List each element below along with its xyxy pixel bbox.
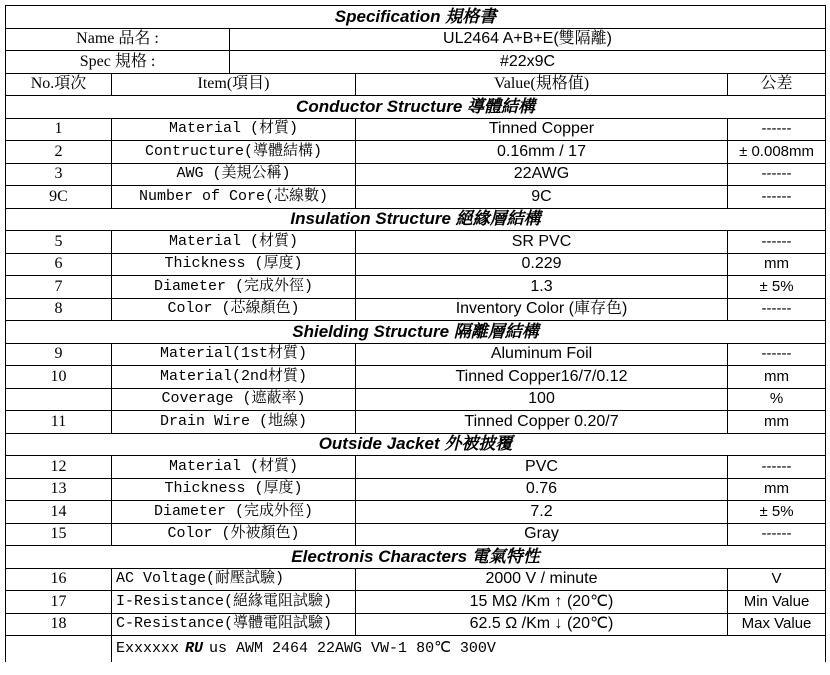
row-value: 9C xyxy=(356,186,728,209)
row-number: 18 xyxy=(6,613,112,636)
table-row xyxy=(6,388,826,411)
table-row xyxy=(6,613,826,636)
row-item: Thickness (厚度) xyxy=(112,253,356,276)
table-row xyxy=(6,141,826,164)
row-number: 2 xyxy=(6,141,112,164)
row-tolerance: mm xyxy=(728,366,826,389)
row-tolerance: ------ xyxy=(728,231,826,254)
row-value: SR PVC xyxy=(356,231,728,254)
spec-row xyxy=(6,51,826,74)
row-item: Diameter (完成外徑) xyxy=(112,501,356,524)
column-header-row xyxy=(6,73,826,96)
section-header-row xyxy=(6,96,826,119)
column-header-item: Item(項目) xyxy=(112,73,356,96)
row-value: 15 MΩ /Km ↑ (20℃) xyxy=(356,591,728,614)
row-item: Contructure(導體結構) xyxy=(112,141,356,164)
section-title: Insulation Structure 絕緣層結構 xyxy=(6,208,826,231)
row-number: 12 xyxy=(6,456,112,479)
row-value: 1.3 xyxy=(356,276,728,299)
row-value: Gray xyxy=(356,523,728,546)
row-number: 10 xyxy=(6,366,112,389)
section-header-row xyxy=(6,546,826,569)
row-tolerance: ------ xyxy=(728,523,826,546)
name-label: Name 品名 : xyxy=(6,28,230,51)
row-tolerance: % xyxy=(728,388,826,411)
row-item: Diameter (完成外徑) xyxy=(112,276,356,299)
spec-table-body xyxy=(6,6,826,663)
row-item: Thickness (厚度) xyxy=(112,478,356,501)
row-tolerance: mm xyxy=(728,478,826,501)
row-tolerance: ------ xyxy=(728,298,826,321)
section-title: Shielding Structure 隔離層結構 xyxy=(6,321,826,344)
row-tolerance: ± 5% xyxy=(728,501,826,524)
section-title: Outside Jacket 外被披覆 xyxy=(6,433,826,456)
row-value: 62.5 Ω /Km ↓ (20℃) xyxy=(356,613,728,636)
row-tolerance: ± 0.008mm xyxy=(728,141,826,164)
row-tolerance: ------ xyxy=(728,456,826,479)
row-item: Drain Wire (地線) xyxy=(112,411,356,434)
row-value: 0.76 xyxy=(356,478,728,501)
row-item: Material (材質) xyxy=(112,118,356,141)
name-row xyxy=(6,28,826,51)
cable-marking xyxy=(112,636,826,663)
ul-recognized-mark-icon: RU xyxy=(185,640,204,657)
name-value: UL2464 A+B+E(雙隔離) xyxy=(230,28,826,51)
row-tolerance: ------ xyxy=(728,343,826,366)
row-value: Inventory Color (庫存色) xyxy=(356,298,728,321)
row-number: 8 xyxy=(6,298,112,321)
row-item: AC Voltage(耐壓試驗) xyxy=(112,568,356,591)
row-value: 22AWG xyxy=(356,163,728,186)
row-number: 7 xyxy=(6,276,112,299)
marking-row xyxy=(6,636,826,663)
row-number: 16 xyxy=(6,568,112,591)
row-item: Color (芯線顏色) xyxy=(112,298,356,321)
row-number: 6 xyxy=(6,253,112,276)
title-row xyxy=(6,6,826,29)
section-header-row xyxy=(6,321,826,344)
table-row xyxy=(6,163,826,186)
row-number xyxy=(6,388,112,411)
row-value: Tinned Copper16/7/0.12 xyxy=(356,366,728,389)
column-header-value: Value(規格值) xyxy=(356,73,728,96)
row-tolerance: mm xyxy=(728,253,826,276)
row-number: 9 xyxy=(6,343,112,366)
column-header-tolerance: 公差 xyxy=(728,73,826,96)
row-item: AWG (美規公稱) xyxy=(112,163,356,186)
row-item: Coverage (遮蔽率) xyxy=(112,388,356,411)
row-item: I-Resistance(絕緣電阻試驗) xyxy=(112,591,356,614)
row-number: 5 xyxy=(6,231,112,254)
row-value: 2000 V / minute xyxy=(356,568,728,591)
row-tolerance: ------ xyxy=(728,118,826,141)
row-tolerance: mm xyxy=(728,411,826,434)
spec-value: #22x9C xyxy=(230,51,826,74)
row-number: 1 xyxy=(6,118,112,141)
table-row xyxy=(6,568,826,591)
row-value: Aluminum Foil xyxy=(356,343,728,366)
spec-label: Spec 規格 : xyxy=(6,51,230,74)
table-row xyxy=(6,456,826,479)
row-value: Tinned Copper xyxy=(356,118,728,141)
row-item: Number of Core(芯線數) xyxy=(112,186,356,209)
row-number: 14 xyxy=(6,501,112,524)
table-row xyxy=(6,118,826,141)
table-row xyxy=(6,276,826,299)
table-row xyxy=(6,253,826,276)
row-tolerance: ------ xyxy=(728,186,826,209)
row-number: 15 xyxy=(6,523,112,546)
table-row xyxy=(6,501,826,524)
row-item: C-Resistance(導體電阻試驗) xyxy=(112,613,356,636)
row-number: 11 xyxy=(6,411,112,434)
section-title: Conductor Structure 導體結構 xyxy=(6,96,826,119)
table-row xyxy=(6,591,826,614)
row-number: 17 xyxy=(6,591,112,614)
row-item: Material(2nd材質) xyxy=(112,366,356,389)
row-item: Material(1st材質) xyxy=(112,343,356,366)
spec-table xyxy=(5,5,826,662)
table-row xyxy=(6,478,826,501)
table-row xyxy=(6,523,826,546)
marking-spacer xyxy=(6,636,112,663)
table-row xyxy=(6,343,826,366)
section-header-row xyxy=(6,208,826,231)
row-number: 3 xyxy=(6,163,112,186)
marking-prefix: Exxxxxx xyxy=(116,640,180,657)
row-tolerance: Min Value xyxy=(728,591,826,614)
section-header-row xyxy=(6,433,826,456)
row-value: Tinned Copper 0.20/7 xyxy=(356,411,728,434)
row-tolerance: ± 5% xyxy=(728,276,826,299)
table-row xyxy=(6,186,826,209)
row-value: 100 xyxy=(356,388,728,411)
row-item: Material (材質) xyxy=(112,456,356,479)
table-row xyxy=(6,366,826,389)
row-number: 9C xyxy=(6,186,112,209)
row-tolerance: V xyxy=(728,568,826,591)
table-row xyxy=(6,231,826,254)
row-value: PVC xyxy=(356,456,728,479)
row-item: Material (材質) xyxy=(112,231,356,254)
row-tolerance: Max Value xyxy=(728,613,826,636)
row-value: 0.229 xyxy=(356,253,728,276)
row-number: 13 xyxy=(6,478,112,501)
row-item: Color (外被顏色) xyxy=(112,523,356,546)
section-title: Electronis Characters 電氣特性 xyxy=(6,546,826,569)
row-value: 0.16mm / 17 xyxy=(356,141,728,164)
row-tolerance: ------ xyxy=(728,163,826,186)
marking-text: us AWM 2464 22AWG VW-1 80℃ 300V xyxy=(209,640,496,657)
document-title: Specification 規格書 xyxy=(6,6,826,29)
row-value: 7.2 xyxy=(356,501,728,524)
table-row xyxy=(6,298,826,321)
column-header-no: No.項次 xyxy=(6,73,112,96)
table-row xyxy=(6,411,826,434)
